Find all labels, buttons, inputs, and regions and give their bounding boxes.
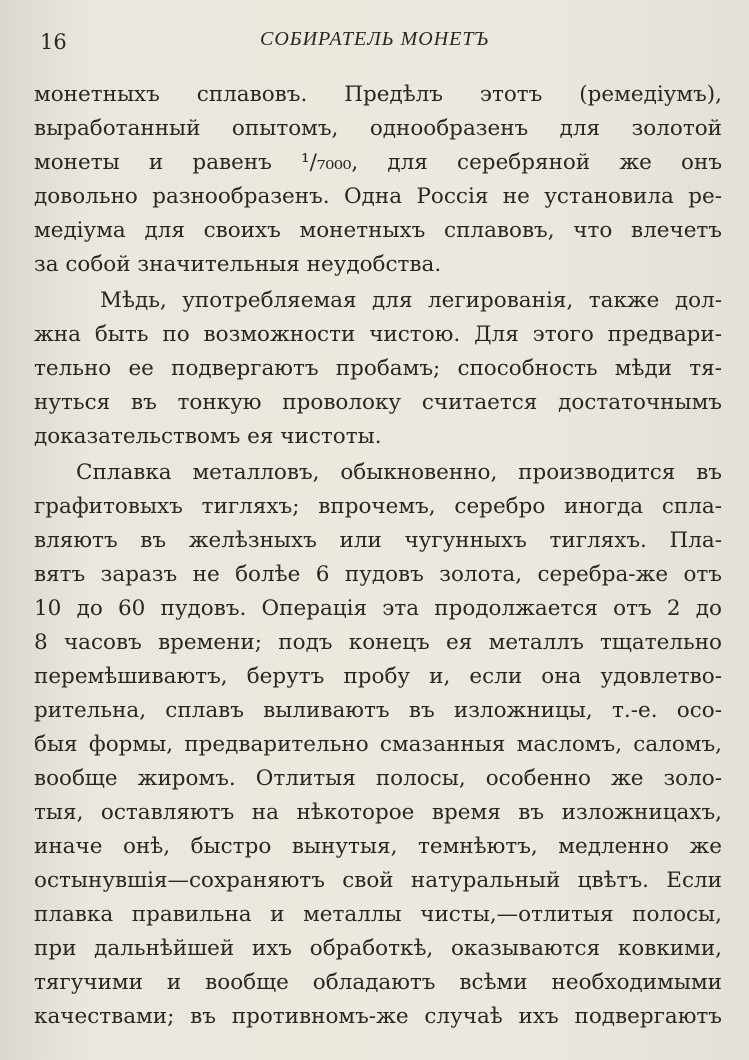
text-line: перемѣшиваютъ, берутъ пробу и, если она удовлетво- bbox=[34, 664, 722, 689]
text-line: графитовыхъ тигляхъ; впрочемъ, серебро иногда спла- bbox=[34, 494, 722, 519]
text-line: Сплавка металловъ, обыкновенно, производится въ bbox=[76, 460, 722, 485]
text-line: медіума для своихъ монетныхъ сплавовъ, что влечетъ bbox=[34, 218, 722, 243]
running-title: СОБИРАТЕЛЬ МОНЕТЪ bbox=[259, 28, 490, 50]
text-line: иначе онѣ, быстро вынутыя, темнѣютъ, медленно же bbox=[34, 834, 722, 859]
text-line: монеты и равенъ ¹/₇₀₀₀, для серебряной же онъ bbox=[34, 150, 722, 175]
text-line: при дальнѣйшей ихъ обработкѣ, оказываются ковкими, bbox=[34, 936, 722, 961]
text-line: 10 до 60 пудовъ. Операція эта продолжается отъ 2 до bbox=[34, 596, 722, 621]
text-line: рительна, сплавъ выливаютъ въ изложницы, т.-е. осо- bbox=[34, 698, 722, 723]
text-line: вляютъ въ желѣзныхъ или чугунныхъ тигляхъ. Пла- bbox=[34, 528, 722, 553]
text-line: 8 часовъ времени; подъ конецъ ея металлъ тщательно bbox=[34, 630, 722, 655]
page-number: 16 bbox=[40, 30, 67, 54]
text-line: нуться въ тонкую проволоку считается достаточнымъ bbox=[34, 390, 722, 415]
text-line: жна быть по возможности чистою. Для этого предвари- bbox=[34, 322, 722, 347]
page-header bbox=[36, 22, 713, 56]
text-line: Мѣдь, употребляемая для легированія, также дол- bbox=[100, 288, 722, 313]
text-line: за собой значительныя неудобства. bbox=[34, 252, 442, 277]
text-line: довольно разнообразенъ. Одна Россія не установила ре- bbox=[34, 184, 722, 209]
text-line: вятъ заразъ не болѣе 6 пудовъ золота, серебра-же отъ bbox=[34, 562, 722, 587]
text-line: вообще жиромъ. Отлитыя полосы, особенно же золо- bbox=[34, 766, 722, 791]
text-line: качествами; въ противномъ-же случаѣ ихъ подвергаютъ bbox=[34, 1004, 722, 1029]
text-line: доказательствомъ ея чистоты. bbox=[34, 424, 382, 449]
text-line: остынувшія—сохраняютъ свой натуральный цвѣтъ. Если bbox=[34, 868, 722, 893]
text-line: тягучими и вообще обладаютъ всѣми необходимыми bbox=[34, 970, 722, 995]
text-line: выработанный опытомъ, однообразенъ для золотой bbox=[34, 116, 722, 141]
text-line: быя формы, предварительно смазанныя масломъ, саломъ, bbox=[34, 732, 722, 757]
text-line: монетныхъ сплавовъ. Предѣлъ этотъ (ремедіумъ), bbox=[34, 82, 722, 107]
text-line: тельно ее подвергаютъ пробамъ; способность мѣди тя- bbox=[34, 356, 722, 381]
text-line: плавка правильна и металлы чисты,—отлитыя полосы, bbox=[34, 902, 722, 927]
text-line: тыя, оставляютъ на нѣкоторое время въ изложницахъ, bbox=[34, 800, 722, 825]
